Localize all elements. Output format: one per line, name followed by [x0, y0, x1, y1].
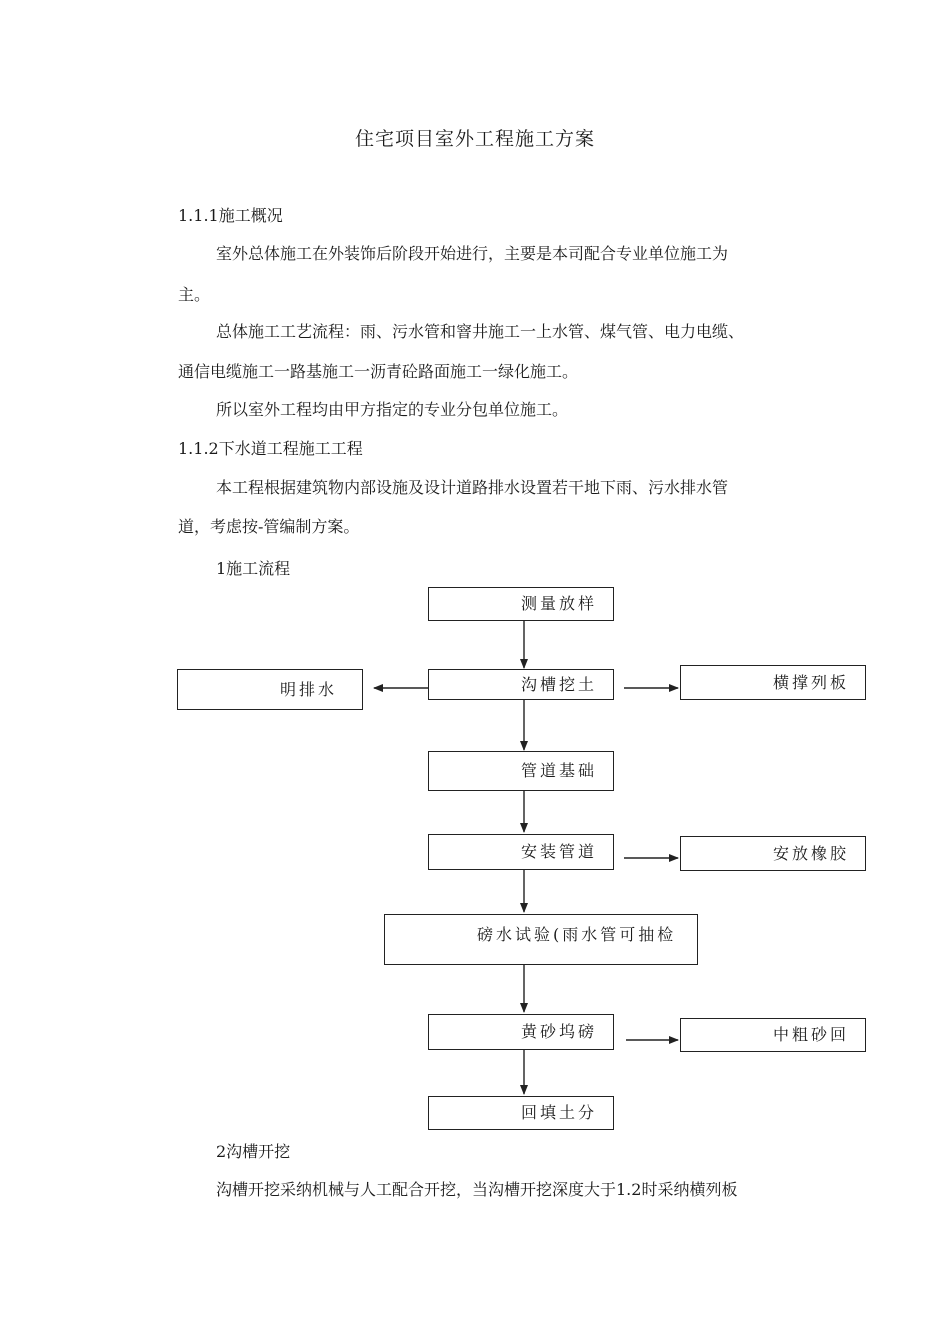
paragraph-subcontract: 所以室外工程均由甲方指定的专业分包单位施工。 [216, 400, 569, 419]
paragraph-trench-excavation: 沟槽开挖采纳机械与人工配合开挖，当沟槽开挖深度大于1.2时采纳横列板 [216, 1180, 738, 1199]
flow-box-install [428, 834, 614, 870]
flow-label-pipe-base: 管道基础 [521, 761, 598, 780]
flow-label-backfill: 回填土分 [521, 1103, 598, 1122]
section-heading-1-1-1: 1.1.1施工概况 [178, 206, 283, 225]
flow-box-shoring [680, 665, 866, 700]
flow-label-install: 安装管道 [521, 842, 598, 861]
flow-label-shoring: 横撑列板 [773, 672, 850, 692]
paragraph-overview-line2: 主。 [178, 285, 211, 304]
subheading-trench-excavation: 2沟槽开挖 [216, 1142, 291, 1161]
paragraph-drainage-line2: 道，考虑按-管编制方案。 [178, 517, 360, 536]
flow-box-rubber [680, 836, 866, 871]
section-heading-1-1-2: 1.1.2下水道工程施工工程 [178, 439, 363, 458]
flow-label-measure: 测量放样 [521, 594, 598, 613]
flow-box-open-drain [177, 669, 363, 710]
flow-box-coarse-sand [680, 1018, 866, 1052]
flow-box-measure [428, 587, 614, 621]
subheading-construction-flow: 1施工流程 [216, 559, 291, 578]
flow-label-trench: 沟槽挖土 [521, 674, 598, 694]
flow-box-backfill [428, 1096, 614, 1130]
flow-label-sand: 黄砂坞磅 [521, 1022, 598, 1041]
flow-label-coarse-sand: 中粗砂回 [773, 1025, 850, 1044]
paragraph-process-line2: 通信电缆施工一路基施工一沥青砼路面施工一绿化施工。 [178, 362, 579, 381]
flow-label-test: 磅水试验(雨水管可抽检 [477, 925, 677, 944]
flow-label-rubber: 安放橡胶 [773, 843, 850, 863]
page-title: 住宅项目室外工程施工方案 [354, 128, 595, 150]
flow-box-test [384, 914, 698, 965]
flow-box-trench [428, 669, 614, 700]
flow-box-pipe-base [428, 751, 614, 791]
paragraph-drainage-line1: 本工程根据建筑物内部设施及设计道路排水设置若干地下雨、污水排水管 [216, 478, 729, 497]
paragraph-overview-line1: 室外总体施工在外装饰后阶段开始进行，主要是本司配合专业单位施工为 [216, 244, 729, 263]
paragraph-process-line1: 总体施工工艺流程：雨、污水管和窨井施工一上水管、煤气管、电力电缆、 [216, 322, 745, 341]
flow-label-open-drain: 明排水 [280, 679, 338, 699]
flow-box-sand [428, 1014, 614, 1050]
